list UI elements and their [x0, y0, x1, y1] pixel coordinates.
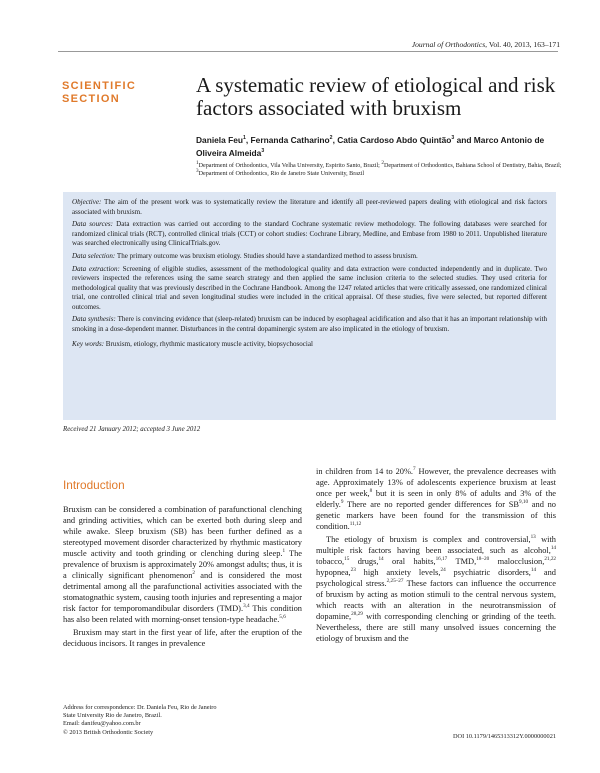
- abstract-keywords: [72, 340, 547, 350]
- abstract-extraction: [72, 265, 547, 313]
- reference-mark: 5,6: [279, 614, 286, 621]
- journal-citation: [412, 40, 560, 49]
- abstract-selection: [72, 252, 547, 262]
- reference-mark: 14: [530, 567, 537, 574]
- abstract-text: Bruxism, etiology, rhythmic masticatory muscle activity, biopsychosocial: [104, 340, 313, 349]
- correspondence-footer: [63, 704, 303, 737]
- reference-mark: 28,29: [351, 611, 363, 618]
- abstract-label: Data extraction:: [72, 264, 120, 273]
- abstract-text: There is convincing evidence that (sleep-related) bruxism can be induced by esophageal acidification and also that it has an important relationship with smoking in a dose-dependent manner. Disturbances in the central dopaminergic system are also implicated in the etiology of bruxism.: [72, 315, 547, 333]
- header-divider: [58, 51, 558, 52]
- author-affil-mark: 1: [243, 135, 246, 142]
- reference-mark: 14: [378, 556, 384, 563]
- abstract-label: Data synthesis:: [72, 315, 116, 324]
- abstract-text: Screening of eligible studies, assessment of the methodological quality and data extraction were conducted independently and in duplicate. Two reviewers inspected the references using the same search strategy and then applied the same inclusion criteria to the selected studies. They used criteria for methodological quality that was previously described in the Cochrane Handbook. Among the 1247 related articles that were critically assessed, one randomized clinical trial, one controlled clinical trial and seven longitudinal studies were included in the critical appraisal. Of these studies, five were selected, but reported different outcomes.: [72, 264, 547, 311]
- reference-mark: 9,10: [518, 499, 529, 506]
- author-affil-mark: 2: [329, 135, 333, 142]
- paragraph: Bruxism can be considered a combination of parafunctional clenching and grinding activities, which can be exerted both during sleep and while awake. Sleep bruxism (SB) has been further defined as a stereotyped movement disorder characterized by rhythmic masticatory muscle activity and tooth grinding or clenching during sleep.$^1$ The prevalence of bruxism is approximately 20% amongst adults; thus, it is a clinically significant phenomenon$^2$ and is considered the most detrimental among all the parafunctional activities associated with the stomatognathic system, causing tooth injuries and representing a major risk factor for temporomandibular disorders (TMD).$^{3,4}$ This condition has also been related with morning-onset tension-type headache.$^{5,6}$: [63, 505, 302, 624]
- reference-mark: 18–20: [476, 556, 490, 563]
- doi[interactable]: DOI 10.1179/1465313312Y.0000000021: [452, 733, 556, 740]
- reference-mark: 23: [350, 567, 356, 574]
- correspondence-email[interactable]: Email: danifeu@yahoo.com.br: [63, 720, 141, 728]
- author-name: Daniela Feu: [196, 135, 244, 145]
- author-name: and Marco Antonio de Oliveira Almeida: [196, 135, 545, 158]
- author-name: , Fernanda Catharino: [245, 135, 330, 145]
- abstract-label: Key words:: [72, 340, 105, 349]
- author-affil-mark: 3: [261, 147, 265, 154]
- section-heading-introduction: Introduction: [63, 478, 125, 492]
- reference-mark: 3,4: [243, 603, 250, 610]
- affiliation: Department of Orthodontics, Rio de Janeiro State University, Brazil: [198, 171, 365, 178]
- paragraph: in children from 14 to 20%.$^7$ However, the prevalence decreases with age. Approximately 13% of adolescents experience bruxism at least once per week,$^8$ but it is seen in only 8% of adults and 3% of the elderly.$^9$ There are no reported gender differences for SB$^{9,10}$ and no genetic markers have been found for the transmission of this condition.$^{11,12}$: [316, 466, 556, 531]
- affil-mark: 3: [196, 168, 199, 175]
- abstract-synthesis: [72, 315, 547, 334]
- abstract-label: Objective:: [72, 198, 102, 206]
- reference-mark: 2,25–27: [386, 578, 404, 585]
- received-dates: Received 21 January 2012; accepted 3 June 2012: [63, 426, 201, 433]
- section-label: SCIENTIFIC SECTION: [62, 80, 137, 105]
- abstract-text: The aim of the present work was to systematically review the literature and identify all peer-reviewed papers dealing with etiological and risk factors associated with bruxism.: [72, 198, 547, 216]
- reference-mark: 14: [550, 545, 556, 552]
- affil-mark: 1: [196, 159, 199, 166]
- body-column-left: [63, 504, 302, 649]
- journal-name: Journal of Orthodontics: [411, 40, 486, 49]
- reference-mark: 11,12: [349, 521, 362, 528]
- reference-mark: 24: [440, 567, 446, 574]
- reference-mark: 15: [344, 556, 350, 563]
- affiliation: Department of Orthodontics, Bahiana School of Dentistry, Bahia, Brazil;: [384, 163, 562, 169]
- abstract-label: Data sources:: [72, 220, 113, 229]
- author-name: , Catia Cardoso Abdo Quintão: [332, 135, 452, 145]
- abstract-box: [63, 192, 556, 420]
- correspondence-line: Address for correspondence: Dr. Daniela Feu, Rio de Janeiro: [63, 704, 217, 711]
- paragraph: Bruxism may start in the first year of life, after the eruption of the deciduous incisors. It ranges in prevalence: [63, 628, 302, 648]
- journal-volume: , Vol. 40, 2013, 163–171: [485, 40, 560, 49]
- correspondence-line: State University Rio de Janeiro, Brazil.: [63, 712, 162, 720]
- reference-mark: 16,17: [435, 556, 448, 563]
- reference-mark: 2: [192, 570, 195, 577]
- abstract-sources: [72, 220, 547, 249]
- affiliations: [196, 159, 566, 178]
- abstract-text: Data extraction was carried out according to the standard Cochrane systematic review methodology. The following databases were searched for randomized clinical trials (RCT), controlled clinical trials (CCT) or cohort studies: Cochrane Library, Medline, and Embase from 1980 to 2011. Unpublished literature was searched electronically using ClinicalTrials.gov.: [72, 220, 547, 248]
- author-list: [196, 134, 556, 159]
- abstract-text: The primary outcome was bruxism etiology. Studies should have a standardized method to assess bruxism.: [115, 251, 418, 260]
- abstract-objective: [72, 198, 547, 217]
- abstract-label: Data selection:: [72, 251, 116, 260]
- author-affil-mark: 3: [451, 135, 455, 142]
- article-title: A systematic review of etiological and risk factors associated with bruxism: [196, 73, 556, 120]
- reference-mark: 1: [282, 548, 286, 555]
- affil-mark: 2: [381, 159, 384, 166]
- body-column-right: [316, 466, 556, 644]
- affiliation: Department of Orthodontics, Vila Velha University, Espirito Santo, Brazil;: [198, 163, 382, 169]
- reference-mark: 9: [340, 499, 344, 506]
- reference-mark: 7: [413, 466, 416, 473]
- reference-mark: 13: [530, 534, 536, 541]
- copyright: © 2013 British Orthodontic Society: [63, 728, 154, 736]
- reference-mark: 21,22: [544, 556, 556, 563]
- paragraph: The etiology of bruxism is complex and controversial,$^{13}$ with multiple risk factors having been associated, such as alcohol,$^{14}$ tobacco,$^{15}$ drugs,$^{14}$ oral habits,$^{16,17}$ TMD,$^{18-20}$ malocclusion,$^{21,22}$ hypopnea,$^{23}$ high anxiety levels,$^{24}$ psychiatric disorders,$^{14}$ and psychological stress.$^{2,25-27}$ These factors can influence the occurrence of bruxism by acting as motion stimuli to the central nervous system, which reacts with an alteration in the neurotransmission of dopamine,$^{28,29}$ with corresponding clenching or grinding of the teeth. Nevertheless, there are still many unsolved issues concerning the etiology of bruxism and the: [316, 534, 556, 643]
- reference-mark: 8: [369, 488, 373, 495]
